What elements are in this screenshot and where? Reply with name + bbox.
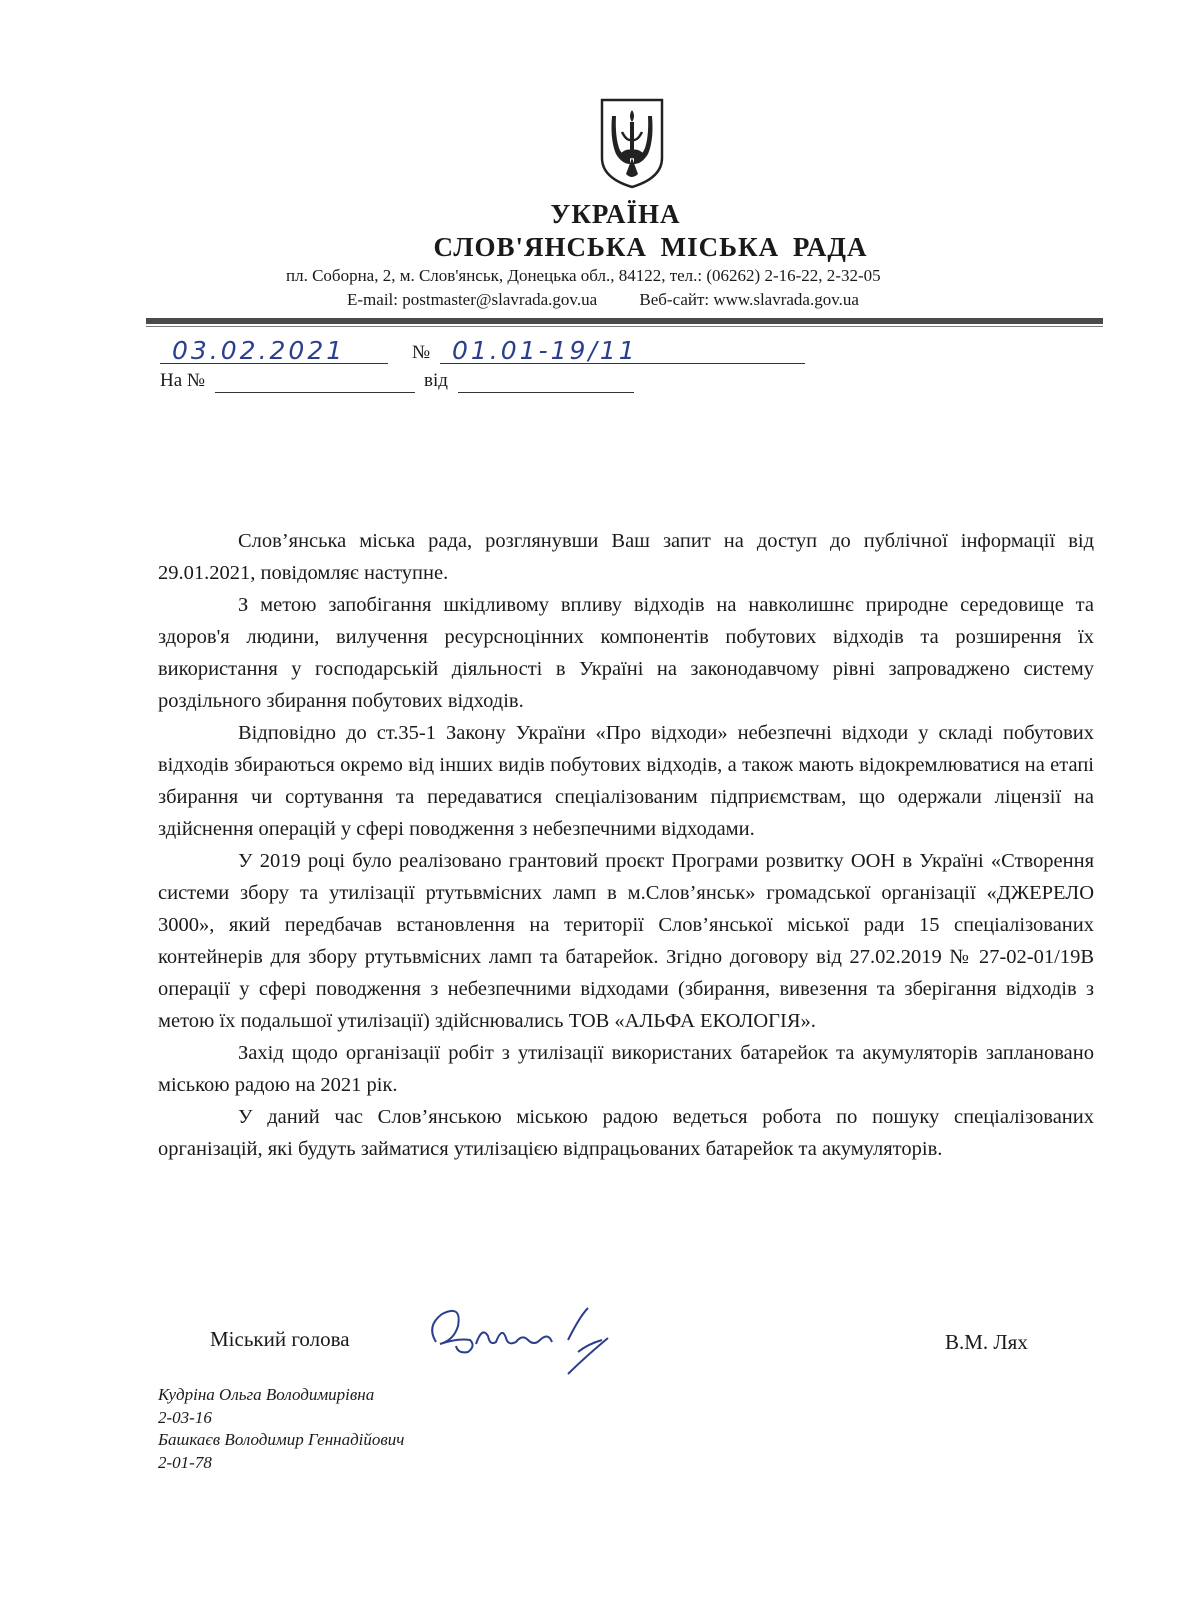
body-paragraph: Відповідно до ст.35-1 Закону України «Про відходи» небезпечні відходи у складі побутових відходів збираються окремо від інших видів побутових відходів, а також мають відокремлюватися на етапі збирання чи сортування та передаватися спеціалізованим підприємствам, що одержали ліцензії на здійснення операцій у сфері поводження з небезпечними відходами. — [158, 722, 1094, 840]
executor-phone: 2-03-16 — [158, 1407, 212, 1427]
reference-row — [160, 370, 860, 396]
trident-coat-of-arms-icon — [598, 96, 666, 190]
country-heading: УКРАЇНА — [550, 199, 681, 229]
executors-block — [158, 1384, 404, 1474]
number-sign: № — [412, 342, 431, 363]
date-underline — [160, 363, 388, 364]
header-divider-thick — [146, 318, 1103, 324]
reference-number-label: На № — [160, 370, 206, 391]
council-website: Веб-сайт: www.slavrada.gov.ua — [639, 290, 859, 309]
body-paragraph: У 2019 році було реалізовано грантовий проєкт Програми розвитку ООН в Україні «Створення системи збору та утилізації ртутьвмісних ламп в м.Слов’янськ» громадської організації «ДЖЕРЕЛО 3000», який передбачав встановлення на території Слов’янської міської ради 15 спеціалізованих контейнерів для збору ртутьвмісних ламп та батарейок. Згідно договору від 27.02.2019 № 27-02-01/19В операції у сфері поводження з небезпечними відходами (збирання, вивезення та зберігання відходів з метою їх подальшої утилізації) здійснювались ТОВ «АЛЬФА ЕКОЛОГІЯ». — [158, 850, 1094, 1032]
signatory-title: Міський голова — [210, 1327, 350, 1351]
body-paragraph: З метою запобігання шкідливому впливу відходів на навколишнє природне середовище та здоров'я людини, вилучення ресурсноцінних компонентів побутових відходів та розширення їх використання у господарській діяльності в Україні на законодавчому рівні запроваджено систему роздільного збирання побутових відходів. — [158, 594, 1094, 712]
council-address: пл. Соборна, 2, м. Слов'янськ, Донецька обл., 84122, тел.: (06262) 2-16-22, 2-32-05 — [286, 266, 881, 285]
body-paragraph: Захід щодо організації робіт з утилізації використаних батарейок та акумуляторів заплановано міською радою на 2021 рік. — [158, 1042, 1094, 1096]
body-paragraph: Слов’янська міська рада, розглянувши Ваш запит на доступ до публічної інформації від 29.01.2021, повідомляє наступне. — [158, 530, 1094, 584]
outgoing-date: 03.02.2021 — [172, 336, 346, 365]
header-divider-thin — [146, 326, 1103, 327]
letter-body — [158, 525, 1094, 1165]
executor-name: Кудріна Ольга Володимирівна — [158, 1385, 375, 1404]
number-underline — [440, 363, 805, 364]
council-heading: СЛОВ'ЯНСЬКА МІСЬКА РАДА — [433, 232, 868, 262]
reference-date-line — [458, 392, 634, 393]
registration-row — [160, 336, 860, 370]
executor-phone: 2-01-78 — [158, 1452, 212, 1472]
outgoing-number: 01.01-19/11 — [452, 336, 638, 365]
reference-date-label: від — [424, 370, 448, 391]
executor-name: Башкаєв Володимир Геннадійович — [158, 1430, 405, 1449]
council-contacts — [347, 290, 859, 310]
body-paragraph: У даний час Слов’янською міською радою ведеться робота по пошуку спеціалізованих організацій, які будуть займатися утилізацією відпрацьованих батарейок та акумуляторів. — [158, 1106, 1094, 1160]
handwritten-signature — [418, 1296, 618, 1376]
signatory-name: В.М. Лях — [945, 1330, 1028, 1354]
reference-number-line — [215, 392, 415, 393]
council-email: E-mail: postmaster@slavrada.gov.ua — [347, 290, 598, 309]
